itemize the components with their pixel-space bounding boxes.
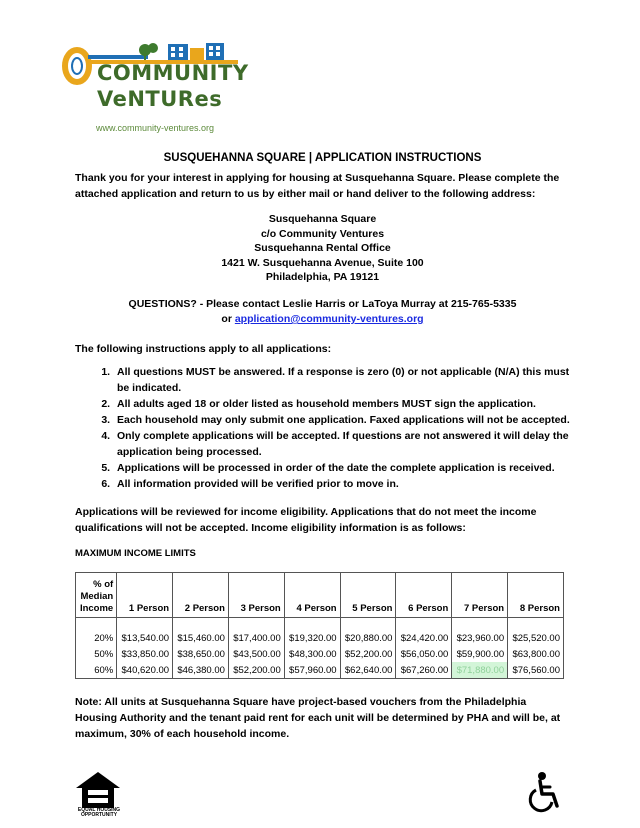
- table-cell: $76,560.00: [508, 662, 564, 679]
- equal-housing-opportunity-label: EQUAL HOUSING OPPORTUNITY: [77, 807, 121, 818]
- table-cell: $33,850.00: [117, 646, 173, 662]
- header-cell: 5 Person: [340, 573, 396, 618]
- list-item: 2. All adults aged 18 or older listed as household members MUST sign the application.: [113, 396, 570, 412]
- header-cell: 7 Person: [452, 573, 508, 618]
- header-cell: 6 Person: [396, 573, 452, 618]
- table-cell: $20,880.00: [340, 630, 396, 646]
- contact-or: or: [221, 313, 232, 325]
- header-cell: 3 Person: [228, 573, 284, 618]
- address-line: c/o Community Ventures: [260, 227, 385, 240]
- table-cell: $56,050.00: [396, 646, 452, 662]
- table-cell: $23,960.00: [452, 630, 508, 646]
- table-cell: $59,900.00: [452, 646, 508, 662]
- table-title: MAXIMUM INCOME LIMITS: [75, 548, 196, 559]
- list-item: 3. Each household may only submit one application. Faxed applications will not be accepted.: [113, 412, 570, 428]
- header-median-income: % of Median Income: [76, 573, 117, 618]
- logo-wordmark-community: COMMUNITY: [97, 61, 249, 85]
- note-paragraph: Note: All units at Susquehanna Square have project-based vouchers from the Philadelphia Housing Authority and the tenant paid rent for each unit will be determined by PHA and will be, at maximum, 30% of each household income.: [75, 696, 561, 740]
- table-cell: 20%: [76, 630, 117, 646]
- header-cell: 2 Person: [173, 573, 229, 618]
- address-line: 1421 W. Susquehanna Avenue, Suite 100: [221, 256, 424, 269]
- table-cell: $38,650.00: [173, 646, 229, 662]
- table-row: [76, 630, 564, 646]
- table-cell: $24,420.00: [396, 630, 452, 646]
- list-item: 1. All questions MUST be answered. If a response is zero (0) or not applicable (N/A) this must be indicated.: [113, 364, 570, 396]
- instructions-lead: The following instructions apply to all applications:: [75, 343, 332, 355]
- table-cell: $15,460.00: [173, 630, 229, 646]
- table-cell: $48,300.00: [284, 646, 340, 662]
- instructions-list: [75, 364, 570, 492]
- table-cell: $13,540.00: [117, 630, 173, 646]
- table-row: [76, 646, 564, 662]
- table-cell: $52,200.00: [228, 662, 284, 679]
- logo-url[interactable]: www.community-ventures.org: [96, 123, 215, 133]
- table-cell: $63,800.00: [508, 646, 564, 662]
- eligibility-paragraph: Applications will be reviewed for income eligibility. Applications that do not meet the income qualifications will not be accepted. Income eligibility information is as follows:: [75, 506, 537, 534]
- contact-info: [75, 297, 570, 327]
- contact-text: QUESTIONS? - Please contact Leslie Harris or LaToya Murray at 215-765-5335: [128, 298, 517, 310]
- table-cell: $57,960.00: [284, 662, 340, 679]
- table-cell: $67,260.00: [396, 662, 452, 679]
- header-cell: 4 Person: [284, 573, 340, 618]
- table-cell: $43,500.00: [228, 646, 284, 662]
- community-ventures-logo: [60, 38, 260, 138]
- mailing-address: [75, 212, 570, 285]
- address-line: Susquehanna Rental Office: [254, 242, 391, 254]
- intro-paragraph: Thank you for your interest in applying for housing at Susquehanna Square. Please complete the attached application and return to us by either mail or hand deliver to the following address:: [75, 172, 560, 200]
- logo-wordmark-ventures: VeNTURes: [97, 87, 223, 111]
- header-cell: 8 Person: [508, 573, 564, 618]
- address-line: Philadelphia, PA 19121: [265, 271, 380, 283]
- contact-email-link[interactable]: application@community-ventures.org: [234, 313, 424, 325]
- wheelchair-accessible-icon: [522, 770, 566, 814]
- table-cell: $19,320.00: [284, 630, 340, 646]
- list-item: 4. Only complete applications will be accepted. If questions are not answered it will delay the application being processed.: [113, 428, 570, 460]
- income-limits-table: [75, 572, 564, 679]
- table-cell: $62,640.00: [340, 662, 396, 679]
- table-cell: $25,520.00: [508, 630, 564, 646]
- table-cell: $40,620.00: [117, 662, 173, 679]
- list-item: 5. Applications will be processed in order of the date the complete application is received.: [113, 460, 570, 476]
- table-cell: 50%: [76, 646, 117, 662]
- address-line: Susquehanna Square: [268, 213, 377, 225]
- table-cell: 60%: [76, 662, 117, 679]
- header-cell: 1 Person: [117, 573, 173, 618]
- table-cell: $46,380.00: [173, 662, 229, 679]
- table-cell: $52,200.00: [340, 646, 396, 662]
- table-header-row: [76, 573, 564, 618]
- table-cell: $17,400.00: [228, 630, 284, 646]
- table-spacer-row: [76, 618, 564, 631]
- table-row: [76, 662, 564, 679]
- list-item: 6. All information provided will be verified prior to move in.: [113, 476, 570, 492]
- table-cell-highlighted: $71,880.00: [452, 662, 508, 679]
- page-title: SUSQUEHANNA SQUARE | APPLICATION INSTRUCTIONS: [163, 152, 482, 164]
